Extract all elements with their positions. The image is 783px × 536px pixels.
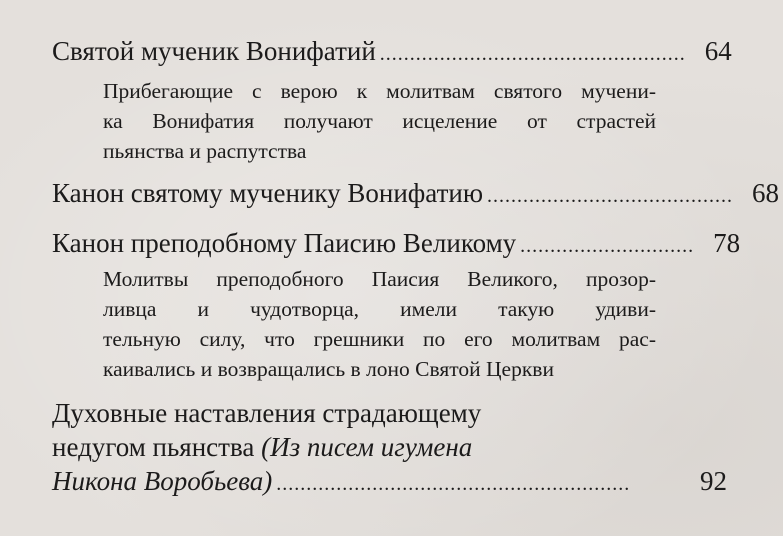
toc-entry-canon-boniface[interactable] (52, 176, 779, 213)
dot-leader: ................................................... (379, 43, 686, 65)
toc-entry-title-continued (52, 430, 727, 464)
toc-title-line (52, 464, 727, 501)
description-line: тельную силу, что грешники по его молитвам рас- (103, 327, 656, 351)
dot-leader: ........................................................... (276, 473, 631, 495)
toc-page-number: 68 (752, 178, 779, 208)
toc-page-number: 92 (700, 466, 727, 496)
dot-leader: ............................. (520, 235, 695, 257)
toc-title-italic-part: Никона Воробьева) (52, 466, 273, 496)
toc-entry-description (103, 76, 656, 166)
toc-entry-description (103, 264, 656, 384)
toc-title-line (52, 226, 741, 263)
toc-title-italic-part: (Из писем игумена (261, 432, 473, 462)
description-line: пьянства и распутства (103, 139, 307, 163)
toc-entry-title: Канон преподобному Паисию Великому (52, 228, 517, 258)
toc-title-line (52, 34, 732, 71)
toc-entry-canon-paisius[interactable] (52, 226, 741, 263)
description-line: ка Вонифатия получают исцеление от страстей (103, 109, 656, 133)
toc-entry-title: Святой мученик Вонифатий (52, 36, 376, 66)
description-line: ливца и чудотворца, имели такую удиви- (103, 297, 656, 321)
toc-entry-spiritual-instructions[interactable] (52, 396, 727, 501)
description-line: Молитвы преподобного Паисия Великого, прозор- (103, 267, 656, 291)
toc-entry-title: Духовные наставления страдающему (52, 398, 482, 428)
toc-entry-title: Канон святому мученику Вонифатию (52, 178, 483, 208)
dot-leader: ......................................... (487, 185, 733, 207)
toc-title-line (52, 176, 779, 213)
toc-title-plain-part: недугом пьянства (52, 432, 262, 462)
toc-entry-boniface[interactable] (52, 34, 732, 71)
toc-page-number: 64 (704, 36, 732, 66)
description-line: каивались и возвращались в лоно Святой Церкви (103, 357, 554, 381)
description-line: Прибегающие с верою к молитвам святого мучени- (103, 79, 656, 103)
toc-page-number: 78 (713, 228, 741, 258)
